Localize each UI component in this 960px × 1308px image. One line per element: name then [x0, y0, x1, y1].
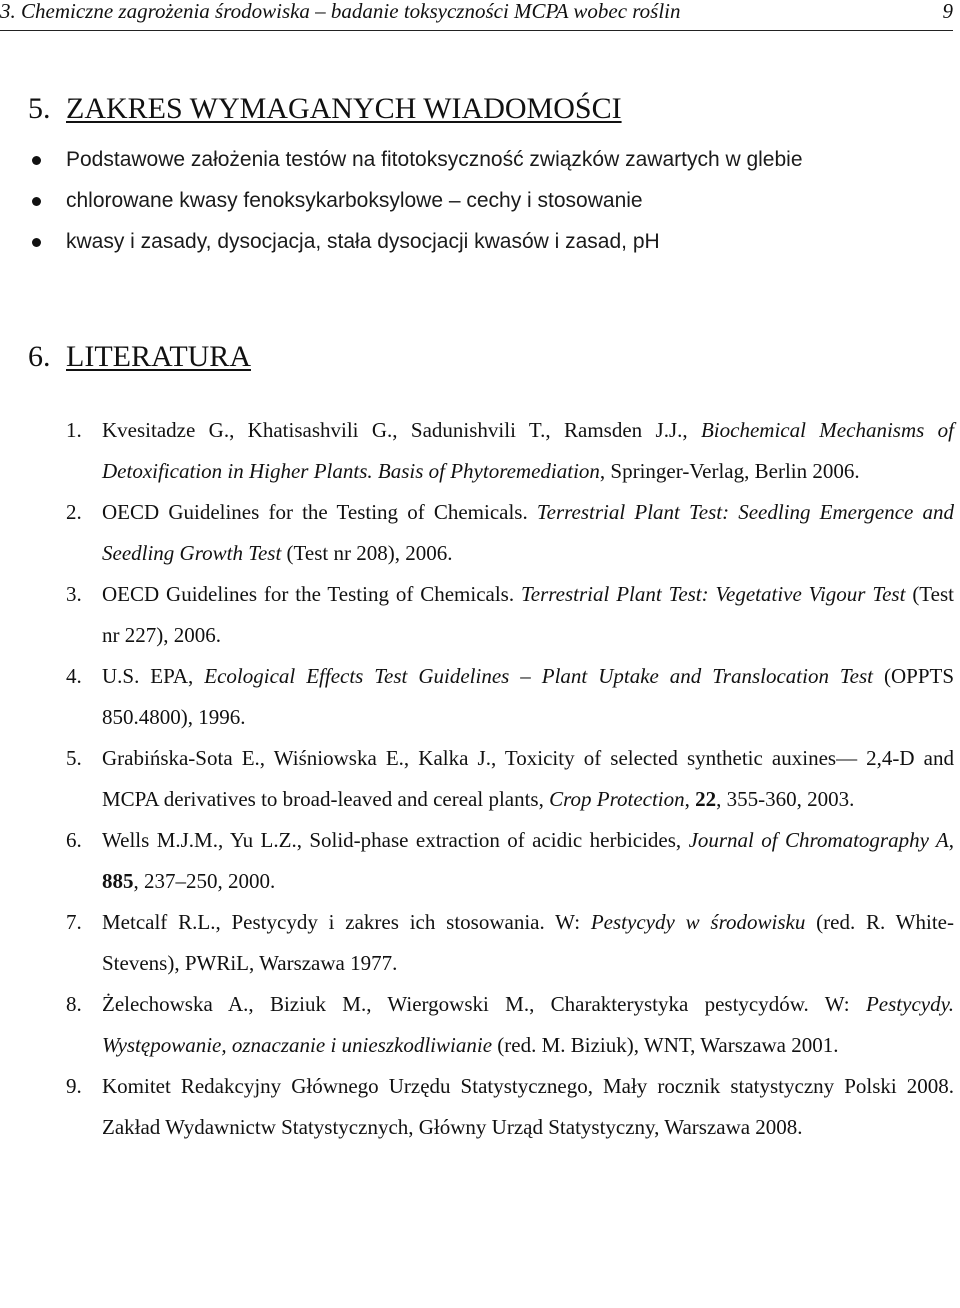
reference-text: OECD Guidelines for the Testing of Chemicals.: [102, 582, 521, 606]
list-item: Podstawowe założenia testów na fitotoksyczność związków zawartych w glebie: [30, 146, 803, 187]
reference-item: [66, 656, 954, 738]
reference-text: Terrestrial Plant Test: Vegetative Vigour Test: [521, 582, 906, 606]
reference-item: [66, 902, 954, 984]
section-heading-requirements: [28, 92, 622, 126]
header-title: 3. Chemiczne zagrożenia środowiska – badanie toksyczności MCPA wobec roślin: [0, 0, 681, 23]
reference-list: [66, 410, 954, 1148]
reference-text: U.S. EPA,: [102, 664, 205, 688]
reference-number: 3.: [66, 582, 82, 606]
reference-text: (OPPTS 850.4800), 1996.: [102, 664, 955, 729]
reference-text: Ecological Effects Test Guidelines – Plant Uptake and Translocation Test: [204, 664, 874, 688]
section-title: LITERATURA: [66, 340, 251, 373]
reference-number: 2.: [66, 500, 82, 524]
reference-text: Wells M.J.M., Yu L.Z., Solid-phase extraction of acidic herbicides,: [102, 828, 689, 852]
list-item: chlorowane kwasy fenoksykarboksylowe – cechy i stosowanie: [30, 187, 803, 228]
reference-number: 9.: [66, 1074, 82, 1098]
reference-text: 22: [695, 787, 717, 811]
reference-text: Biochemical Mechanisms of Detoxification in Higher Plants. Basis of Phytoremediation: [102, 418, 954, 483]
section-title: ZAKRES WYMAGANYCH WIADOMOŚCI: [66, 92, 622, 125]
reference-text: (red. M. Biziuk), WNT, Warszawa 2001.: [492, 1033, 839, 1057]
reference-number: 4.: [66, 664, 82, 688]
reference-text: 885: [102, 869, 134, 893]
reference-item: [66, 492, 954, 574]
section-number: 5.: [28, 92, 51, 125]
reference-item: [66, 574, 954, 656]
reference-text: , 237–250, 2000.: [133, 869, 276, 893]
reference-number: 6.: [66, 828, 82, 852]
reference-text: Pestycydy. Występowanie, oznaczanie i unieszkodliwianie: [102, 992, 954, 1057]
section-heading-literature: [28, 340, 251, 374]
reference-text: OECD Guidelines for the Testing of Chemicals.: [102, 500, 537, 524]
reference-number: 5.: [66, 746, 82, 770]
reference-item: [66, 738, 954, 820]
reference-text: Grabińska-Sota E., Wiśniowska E., Kalka J., Toxicity of selected synthetic auxines— 2,4-D and MCPA derivatives to broad-leaved and cereal plants,: [102, 746, 954, 811]
reference-text: Pestycydy w środowisku: [590, 910, 806, 934]
reference-text: (Test nr 208), 2006.: [281, 541, 453, 565]
reference-text: Kvesitadze G., Khatisashvili G., Sadunishvili T., Ramsden J.J.,: [102, 418, 701, 442]
reference-text: , Springer-Verlag, Berlin 2006.: [599, 459, 860, 483]
reference-text: (red. R. White-Stevens), PWRiL, Warszawa 1977.: [102, 910, 954, 975]
reference-text: Komitet Redakcyjny Głównego Urzędu Statystycznego, Mały rocznik statystyczny Polski 2008. Zakład Wydawnictw Statystycznych, Główny Urząd Statystyczny, Warszawa 2008.: [102, 1074, 954, 1139]
section-number: 6.: [28, 340, 51, 373]
reference-item: [66, 984, 954, 1066]
reference-text: Journal of Chromatography A: [688, 828, 949, 852]
requirements-list: [30, 146, 803, 269]
page-number: 9: [942, 0, 953, 23]
reference-text: ,: [684, 787, 696, 811]
reference-item: [66, 1066, 954, 1148]
reference-item: [66, 820, 954, 902]
reference-text: Crop Protection: [549, 787, 685, 811]
reference-text: Żelechowska A., Biziuk M., Wiergowski M., Charakterystyka pestycydów. W:: [102, 992, 866, 1016]
reference-text: (Test nr 227), 2006.: [102, 582, 955, 647]
reference-item: [66, 410, 954, 492]
reference-number: 7.: [66, 910, 82, 934]
reference-text: Terrestrial Plant Test: Seedling Emergence and Seedling Growth Test: [102, 500, 955, 565]
list-item: kwasy i zasady, dysocjacja, stała dysocjacji kwasów i zasad, pH: [30, 228, 803, 269]
reference-number: 8.: [66, 992, 82, 1016]
reference-text: , 355-360, 2003.: [716, 787, 855, 811]
reference-number: 1.: [66, 418, 82, 442]
running-header: [0, 0, 953, 31]
reference-text: ,: [948, 828, 954, 852]
reference-text: Metcalf R.L., Pestycydy i zakres ich stosowania. W:: [102, 910, 591, 934]
